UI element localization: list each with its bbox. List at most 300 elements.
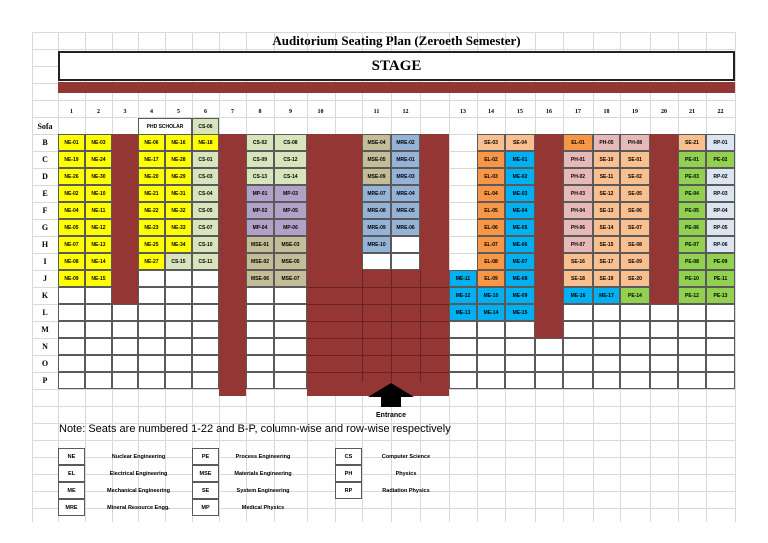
seat: PE-14 (620, 287, 650, 304)
empty-seat (246, 304, 274, 321)
column-header: 12 (402, 108, 409, 115)
row-label: E (42, 189, 48, 198)
seat: ME-01 (505, 151, 535, 168)
seat: EL-04 (477, 185, 505, 202)
seat: EL-06 (477, 219, 505, 236)
legend-code: ME (58, 482, 85, 499)
empty-seat (563, 304, 593, 321)
seat: MSE-07 (274, 270, 307, 287)
empty-seat (246, 338, 274, 355)
block-divider (307, 287, 449, 288)
legend-name: System Engineering (236, 487, 290, 494)
row-label: H (41, 240, 49, 249)
phd-scholar-seat: PHD SCHOLAR (138, 118, 192, 135)
block-divider (307, 338, 449, 339)
empty-seat (620, 372, 650, 389)
seat: ME-10 (477, 287, 505, 304)
seat: NE-03 (85, 134, 112, 151)
seat: MP-02 (246, 202, 274, 219)
seat: SE-01 (620, 151, 650, 168)
seat: NE-14 (85, 253, 112, 270)
column-header: 9 (289, 108, 292, 115)
seat: NE-15 (85, 270, 112, 287)
seat: CS-03 (192, 168, 219, 185)
seat: NE-09 (58, 270, 85, 287)
seat: MRE-02 (391, 134, 420, 151)
seat: MRE-10 (362, 236, 391, 253)
seat: MRE-04 (391, 185, 420, 202)
empty-seat (246, 287, 274, 304)
seat: PE-04 (678, 185, 706, 202)
legend-name: Process Engineering (235, 453, 291, 460)
empty-seat (449, 338, 477, 355)
page-title: Auditorium Seating Plan (Zeroeth Semester) (272, 33, 521, 48)
empty-seat (505, 372, 535, 389)
empty-seat (58, 372, 85, 389)
empty-seat (138, 321, 165, 338)
empty-seat (274, 304, 307, 321)
empty-seat (449, 372, 477, 389)
empty-seat (192, 321, 219, 338)
seat: SE-17 (593, 253, 620, 270)
row-label: P (42, 376, 48, 385)
legend-code: SE (192, 482, 219, 499)
seat: ME-07 (505, 253, 535, 270)
seat: NE-01 (58, 134, 85, 151)
empty-seat (112, 304, 138, 321)
column-header: 3 (123, 108, 127, 115)
seat: ME-03 (505, 185, 535, 202)
seat: MSE-03 (274, 236, 307, 253)
empty-seat (246, 372, 274, 389)
seat: CS-02 (246, 134, 274, 151)
row-label: N (42, 342, 48, 351)
seat: PE-12 (678, 287, 706, 304)
seat: SE-04 (505, 134, 535, 151)
column-header: 18 (603, 108, 610, 115)
empty-seat (678, 372, 706, 389)
empty-seat (58, 321, 85, 338)
empty-seat (477, 338, 505, 355)
empty-seat (477, 372, 505, 389)
column-header: 2 (97, 108, 100, 115)
seat: NE-33 (165, 219, 192, 236)
seat: SE-05 (620, 185, 650, 202)
seat: NE-11 (85, 202, 112, 219)
empty-seat (593, 304, 620, 321)
aisle-wall (535, 134, 563, 345)
aisle-wall (420, 134, 449, 270)
column-header: 11 (373, 108, 380, 115)
seat: MP-03 (274, 185, 307, 202)
seat: ME-16 (563, 287, 593, 304)
seat: PH-01 (563, 151, 593, 168)
seat: CS-10 (192, 236, 219, 253)
legend-name: Mineral Resource Engg. (107, 504, 170, 511)
seat: NE-30 (85, 168, 112, 185)
aisle-wall (307, 134, 362, 270)
seat: MRE-08 (362, 202, 391, 219)
empty-seat (192, 270, 219, 287)
seat: PH-03 (563, 185, 593, 202)
seat: EL-02 (477, 151, 505, 168)
seat: CS-11 (192, 253, 219, 270)
seat: ME-12 (449, 287, 477, 304)
seat: PE-03 (678, 168, 706, 185)
seat: MP-04 (246, 219, 274, 236)
seat: ME-04 (505, 202, 535, 219)
seat: PH-06 (563, 219, 593, 236)
empty-seat (650, 321, 678, 338)
seat: NE-18 (192, 134, 219, 151)
column-header: 14 (488, 108, 494, 115)
empty-seat (192, 338, 219, 355)
empty-seat (165, 287, 192, 304)
legend-name: Computer Science (381, 453, 431, 460)
seat: NE-27 (138, 253, 165, 270)
empty-seat (477, 321, 505, 338)
seat: SE-21 (678, 134, 706, 151)
seat: ME-05 (505, 219, 535, 236)
stage-box: STAGE (58, 51, 735, 81)
empty-seat (85, 287, 112, 304)
row-label: K (41, 291, 49, 300)
empty-seat (706, 321, 735, 338)
seat: MRE-01 (391, 151, 420, 168)
row-label: M (41, 325, 49, 334)
seat: NE-26 (58, 168, 85, 185)
seat: RP-03 (706, 185, 735, 202)
seat: SE-07 (620, 219, 650, 236)
empty-seat (620, 355, 650, 372)
seat: PH-05 (593, 134, 620, 151)
empty-seat (650, 338, 678, 355)
column-header: 7 (231, 108, 234, 115)
seat: ME-09 (505, 287, 535, 304)
empty-seat (706, 372, 735, 389)
empty-seat (58, 338, 85, 355)
seat: PE-02 (706, 151, 735, 168)
row-label: J (43, 274, 47, 283)
row-label: O (41, 359, 49, 368)
seat: NE-31 (165, 185, 192, 202)
empty-seat (138, 270, 165, 287)
empty-seat (165, 372, 192, 389)
block-divider (307, 355, 449, 356)
seat: PH-08 (620, 134, 650, 151)
seat: NE-13 (85, 236, 112, 253)
seat: MRE-06 (391, 219, 420, 236)
seat: CS-07 (192, 219, 219, 236)
seat: SE-02 (620, 168, 650, 185)
seat: CS-09 (246, 151, 274, 168)
seat: PE-08 (678, 253, 706, 270)
column-header: 22 (717, 108, 724, 115)
seat: CS-01 (192, 151, 219, 168)
empty-seat (274, 355, 307, 372)
seat: SE-12 (593, 185, 620, 202)
seat: MRE-05 (391, 202, 420, 219)
seat: EL-05 (477, 202, 505, 219)
seat: RP-01 (706, 134, 735, 151)
seat: NE-10 (85, 185, 112, 202)
empty-seat (138, 372, 165, 389)
seat: MP-05 (274, 202, 307, 219)
empty-seat (563, 338, 593, 355)
seat: ME-08 (505, 270, 535, 287)
seat: RP-06 (706, 236, 735, 253)
empty-seat (192, 304, 219, 321)
seat: EL-08 (477, 253, 505, 270)
empty-seat (246, 355, 274, 372)
row-label: L (42, 308, 48, 317)
empty-seat (274, 287, 307, 304)
empty-seat (112, 338, 138, 355)
seat: CS-12 (274, 151, 307, 168)
seat: NE-21 (138, 185, 165, 202)
seat: SE-16 (563, 253, 593, 270)
seat: NE-05 (58, 219, 85, 236)
seat: CS-08 (274, 134, 307, 151)
empty-seat (535, 372, 563, 389)
seat: CS-14 (274, 168, 307, 185)
empty-seat (678, 355, 706, 372)
seat: NE-22 (138, 202, 165, 219)
seat: SE-20 (620, 270, 650, 287)
empty-seat (85, 304, 112, 321)
entrance-label: Entrance (376, 411, 406, 419)
empty-seat (391, 253, 420, 270)
seat: MP-06 (274, 219, 307, 236)
empty-seat (192, 355, 219, 372)
gridline (735, 32, 736, 522)
aisle-wall (219, 134, 246, 396)
row-label: C (42, 155, 48, 164)
legend-code: MSE (192, 465, 219, 482)
empty-seat (477, 355, 505, 372)
seat: NE-34 (165, 236, 192, 253)
empty-seat (678, 321, 706, 338)
seat: NE-06 (138, 134, 165, 151)
seat: ME-13 (449, 304, 477, 321)
empty-seat (112, 372, 138, 389)
block-divider (307, 304, 449, 305)
column-header: 16 (546, 108, 552, 115)
empty-seat (58, 287, 85, 304)
seat: MSE-05 (274, 253, 307, 270)
legend-name: Electrical Engineering (109, 470, 168, 477)
column-header: 17 (575, 108, 581, 115)
seat: EL-03 (477, 168, 505, 185)
seat: NE-07 (58, 236, 85, 253)
empty-seat (138, 287, 165, 304)
legend-name: Radiation Physics (382, 487, 430, 494)
seat: SE-13 (593, 202, 620, 219)
seat: CS-13 (246, 168, 274, 185)
empty-seat (165, 270, 192, 287)
legend-name: Materials Engineering (234, 470, 292, 477)
column-header: 21 (689, 108, 695, 115)
seat: EL-01 (563, 134, 593, 151)
empty-seat (58, 304, 85, 321)
seat: MSE-05 (362, 151, 391, 168)
empty-seat (165, 321, 192, 338)
empty-seat (678, 304, 706, 321)
seat: PE-05 (678, 202, 706, 219)
empty-seat (138, 304, 165, 321)
legend-code: MRE (58, 499, 85, 516)
seat: MP-01 (246, 185, 274, 202)
seat: RP-02 (706, 168, 735, 185)
empty-seat (563, 355, 593, 372)
seat: RP-04 (706, 202, 735, 219)
seat: ME-14 (477, 304, 505, 321)
seat: NE-12 (85, 219, 112, 236)
empty-seat (593, 321, 620, 338)
seat: PE-11 (706, 270, 735, 287)
seat: NE-23 (138, 219, 165, 236)
column-header: 8 (258, 108, 262, 115)
empty-seat (391, 236, 420, 253)
block-divider (307, 321, 449, 322)
seat-numbering-note: Note: Seats are numbered 1-22 and B-P, column-wise and row-wise respectively (59, 423, 451, 435)
seat: SE-15 (593, 236, 620, 253)
empty-seat (192, 372, 219, 389)
seat: NE-28 (165, 151, 192, 168)
seat: NE-08 (58, 253, 85, 270)
empty-seat (85, 355, 112, 372)
seat: ME-02 (505, 168, 535, 185)
empty-seat (449, 355, 477, 372)
column-header: 5 (177, 108, 180, 115)
seat: NE-19 (58, 151, 85, 168)
empty-seat (706, 304, 735, 321)
column-header: 4 (150, 108, 153, 115)
seat: RP-05 (706, 219, 735, 236)
empty-seat (505, 321, 535, 338)
empty-seat (505, 338, 535, 355)
block-divider (307, 372, 449, 373)
seat: MSE-06 (246, 270, 274, 287)
seat: NE-32 (165, 202, 192, 219)
empty-seat (620, 321, 650, 338)
column-header: 13 (460, 108, 466, 115)
legend-code: CS (335, 448, 362, 465)
empty-seat (706, 338, 735, 355)
seat: SE-08 (620, 236, 650, 253)
seat: ME-06 (505, 236, 535, 253)
seat: ME-17 (593, 287, 620, 304)
seat: MSE-09 (362, 168, 391, 185)
seat: SE-03 (477, 134, 505, 151)
empty-seat (112, 321, 138, 338)
empty-seat (593, 338, 620, 355)
legend-name: Physics (395, 470, 417, 477)
empty-seat (85, 338, 112, 355)
empty-seat (138, 355, 165, 372)
legend-name: Medical Physics (241, 504, 285, 511)
seat: NE-24 (85, 151, 112, 168)
aisle-wall (307, 270, 335, 396)
empty-seat (620, 304, 650, 321)
row-label: G (41, 223, 49, 232)
legend-code: NE (58, 448, 85, 465)
seat: MRE-03 (391, 168, 420, 185)
seat: PE-13 (706, 287, 735, 304)
seat: PH-02 (563, 168, 593, 185)
empty-seat (449, 321, 477, 338)
empty-seat (165, 304, 192, 321)
empty-seat (274, 321, 307, 338)
row-label: Sofa (37, 122, 53, 131)
seat: MRE-07 (362, 185, 391, 202)
seat: SE-18 (563, 270, 593, 287)
empty-seat (505, 355, 535, 372)
empty-seat (138, 338, 165, 355)
empty-seat (563, 372, 593, 389)
seat: MRE-09 (362, 219, 391, 236)
seat: NE-02 (58, 185, 85, 202)
seat: MSE-01 (246, 236, 274, 253)
seat: PE-09 (706, 253, 735, 270)
seat: EL-09 (477, 270, 505, 287)
empty-seat (650, 355, 678, 372)
aisle-wall (112, 134, 138, 311)
seat: PE-01 (678, 151, 706, 168)
empty-seat (165, 338, 192, 355)
seat: PH-04 (563, 202, 593, 219)
aisle-wall (335, 270, 449, 396)
empty-seat (112, 355, 138, 372)
legend-code: RP (335, 482, 362, 499)
seat: SE-06 (620, 202, 650, 219)
seat: NE-29 (165, 168, 192, 185)
seat: SE-11 (593, 168, 620, 185)
column-header: 15 (517, 108, 523, 115)
seat: CS-04 (192, 185, 219, 202)
column-header: 10 (317, 108, 324, 115)
empty-seat (535, 355, 563, 372)
empty-seat (362, 253, 391, 270)
empty-seat (274, 372, 307, 389)
row-label: F (42, 206, 48, 215)
seat: ME-11 (449, 270, 477, 287)
stage-front-band (58, 82, 735, 93)
seat: CS-06 (192, 118, 219, 135)
empty-seat (274, 338, 307, 355)
column-header: 20 (661, 108, 667, 115)
seat: SE-09 (620, 253, 650, 270)
empty-seat (650, 372, 678, 389)
empty-seat (593, 372, 620, 389)
legend-name: Mechanical Engineering (107, 487, 170, 494)
empty-seat (650, 304, 678, 321)
empty-seat (85, 321, 112, 338)
seat: EL-07 (477, 236, 505, 253)
seat: SE-14 (593, 219, 620, 236)
legend-code: MP (192, 499, 219, 516)
empty-seat (165, 355, 192, 372)
aisle-wall (650, 134, 678, 311)
empty-seat (192, 287, 219, 304)
legend-code: EL (58, 465, 85, 482)
empty-seat (246, 321, 274, 338)
seat: MSE-04 (362, 134, 391, 151)
legend-code: PH (335, 465, 362, 482)
seat: CS-05 (192, 202, 219, 219)
entrance-arrow-icon (365, 382, 417, 408)
empty-seat (58, 355, 85, 372)
